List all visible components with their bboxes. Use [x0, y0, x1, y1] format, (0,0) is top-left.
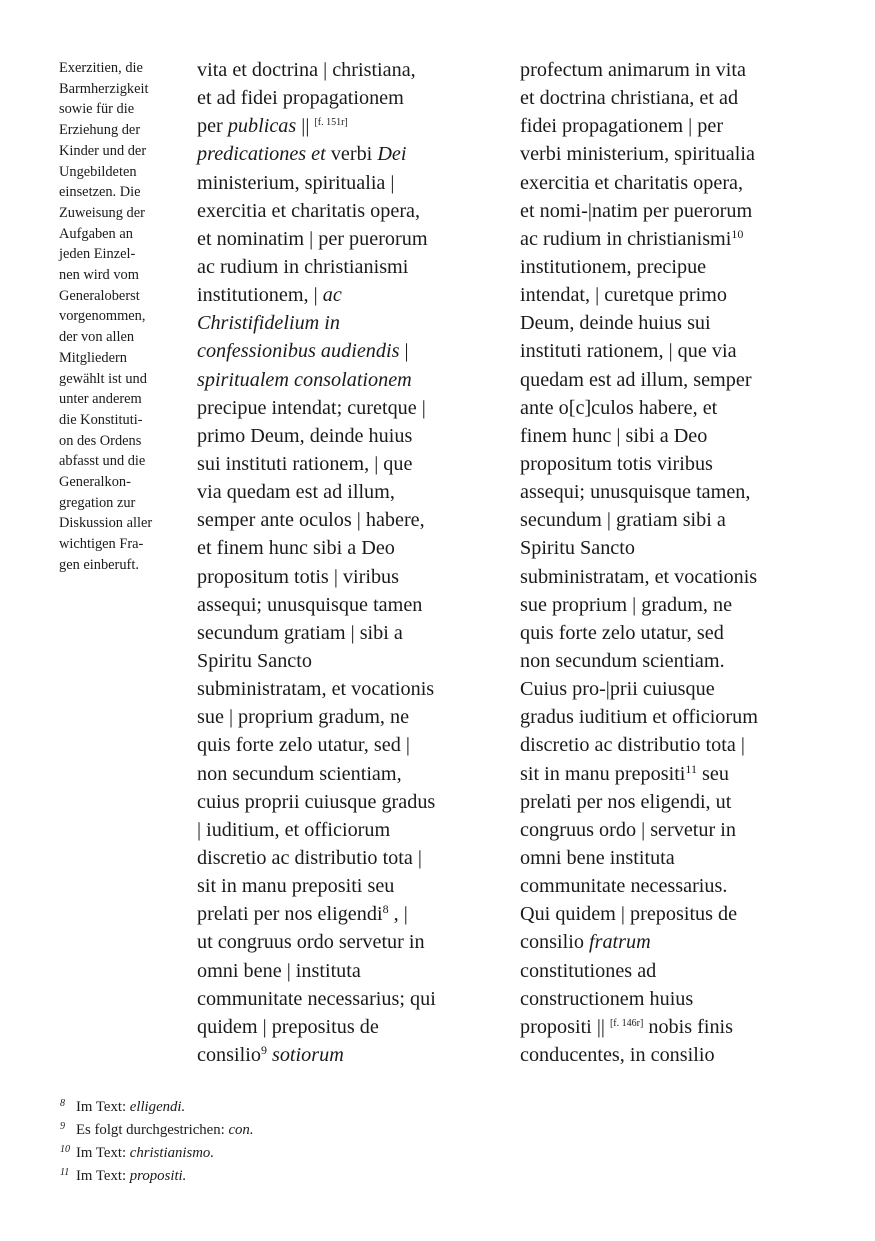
text-segment: Qui quidem | prepositus de — [520, 903, 738, 926]
text-segment: per — [197, 115, 228, 138]
text-segment: sit in manu prepositi — [520, 762, 686, 785]
text-segment: non secundum scientiam, — [197, 762, 402, 785]
left-column-line — [197, 197, 497, 225]
left-column-line — [197, 760, 497, 788]
text-segment: ante o[c]culos habere, et — [520, 396, 718, 419]
text-segment: , | — [388, 903, 408, 926]
text-segment: fidei propagationem | per — [520, 115, 724, 138]
right-column-line — [520, 506, 820, 534]
text-segment: precipue intendat; curetque | — [197, 396, 426, 419]
left-column-line — [197, 957, 497, 985]
text-segment: sui instituti rationem, | que — [197, 452, 413, 475]
italic-text: sotiorum — [271, 1043, 344, 1066]
right-column-line — [520, 872, 820, 900]
right-column-line — [520, 112, 820, 140]
left-column-line — [197, 506, 497, 534]
text-segment: sit in manu prepositi seu — [197, 875, 395, 898]
text-segment: congruus ordo | servetur in — [520, 818, 736, 841]
left-column-line — [197, 281, 497, 309]
left-column-line — [197, 140, 497, 168]
sidebar-line: Zuweisung der — [59, 204, 145, 221]
left-column-line — [197, 478, 497, 506]
text-segment: et doctrina christiana, et ad — [520, 87, 739, 110]
text-segment: ministerium, spiritualia | — [197, 171, 395, 194]
right-column-line — [520, 647, 820, 675]
right-column-line — [520, 731, 820, 759]
text-segment: quis forte zelo utatur, sed | — [197, 734, 410, 757]
left-column-line — [197, 366, 497, 394]
italic-text: confessionibus audiendis — [197, 340, 400, 363]
text-segment: non secundum scientiam. — [520, 649, 725, 672]
text-segment: quidem | prepositus de — [197, 1015, 379, 1038]
text-segment: verbi ministerium, spiritualia — [520, 143, 755, 166]
sidebar-line: der von allen — [59, 329, 135, 346]
left-column-line — [197, 591, 497, 619]
text-segment: prelati per nos eligendi, ut — [520, 790, 732, 813]
left-column-line — [197, 56, 497, 84]
italic-text: ac — [322, 284, 342, 307]
text-segment: prelati per nos eligendi — [197, 903, 383, 926]
left-column-line — [197, 703, 497, 731]
footnote-item: 9 Es folgt durchgestrichen: con. — [60, 1121, 254, 1138]
text-segment: consilio — [197, 1043, 261, 1066]
footnote-marker: 8 — [382, 902, 389, 917]
text-segment: institutionem, | — [197, 284, 323, 307]
footnote-item: 11 Im Text: propositi. — [60, 1167, 187, 1184]
left-column-line — [197, 534, 497, 562]
footnote-marker: 10 — [731, 226, 744, 241]
left-column-line — [197, 112, 497, 140]
sidebar-line: nen wird vom — [59, 267, 139, 284]
text-segment: propositum totis viribus — [520, 452, 713, 475]
text-segment: quis forte zelo utatur, sed — [520, 621, 724, 644]
footnote-text: Im Text: — [76, 1168, 130, 1184]
sidebar-line: vorgenommen, — [59, 308, 146, 325]
text-segment: et finem hunc sibi a Deo — [197, 537, 395, 560]
right-column-line — [520, 675, 820, 703]
right-column-line — [520, 1013, 820, 1041]
left-column-line — [197, 816, 497, 844]
sidebar-line: jeden Einzel- — [59, 246, 136, 263]
left-column-line — [197, 647, 497, 675]
right-column-line — [520, 591, 820, 619]
footnote-item: 10 Im Text: christianismo. — [60, 1144, 215, 1161]
folio-marker: [f. 151r] — [314, 117, 348, 129]
sidebar-line: Erziehung der — [59, 122, 141, 139]
italic-text: Christifidelium in — [197, 312, 341, 335]
italic-text: predicationes et — [197, 143, 326, 166]
footnote-item: 8 Im Text: elligendi. — [60, 1098, 186, 1115]
right-column-line — [520, 788, 820, 816]
left-column-line — [197, 1013, 497, 1041]
text-segment: discretio ac distributio tota | — [520, 734, 745, 757]
sidebar-line: die Konstituti- — [59, 411, 143, 428]
right-column-line — [520, 56, 820, 84]
text-segment: seu — [696, 762, 729, 785]
footnote-italic-text: con. — [228, 1122, 254, 1138]
text-segment: assequi; unusquisque tamen — [197, 593, 423, 616]
text-segment: Spiritu Sancto — [197, 649, 312, 672]
sidebar-line: einsetzen. Die — [59, 184, 141, 201]
text-segment: conducentes, in consilio — [520, 1043, 715, 1066]
sidebar-line: sowie für die — [59, 101, 135, 118]
footnote-italic-text: elligendi. — [129, 1099, 186, 1115]
left-column-line — [197, 169, 497, 197]
text-segment: exercitia et charitatis opera, — [197, 199, 421, 222]
text-segment: via quedam est ad illum, — [197, 481, 395, 504]
left-column-line — [197, 450, 497, 478]
left-column-line — [197, 731, 497, 759]
text-segment: Cuius pro-|prii cuiusque — [520, 678, 715, 701]
italic-text: spiritualem consolationem — [197, 368, 412, 391]
right-column-line — [520, 450, 820, 478]
text-segment: assequi; unusquisque tamen, — [520, 481, 751, 504]
text-segment: et ad fidei propagationem — [197, 87, 404, 110]
text-segment: || — [296, 115, 315, 138]
text-segment: gradus iuditium et officiorum — [520, 706, 758, 729]
left-column-line — [197, 985, 497, 1013]
left-column-line — [197, 309, 497, 337]
left-column-line — [197, 225, 497, 253]
text-segment: secundum gratiam | sibi a — [197, 621, 403, 644]
text-segment: primo Deum, deinde huius — [197, 424, 413, 447]
italic-text: publicas — [227, 115, 297, 138]
text-segment: Spiritu Sancto — [520, 537, 635, 560]
sidebar-line: Diskussion aller — [59, 515, 153, 532]
text-segment: discretio ac distributio tota | — [197, 846, 422, 869]
sidebar-line: on des Ordens — [59, 432, 142, 449]
folio-marker: [f. 146r] — [609, 1017, 644, 1029]
text-segment: ut congruus ordo servetur in — [197, 931, 425, 954]
text-segment: institutionem, precipue — [520, 255, 707, 278]
right-column-line — [520, 985, 820, 1013]
text-segment: Deum, deinde huius sui — [520, 312, 711, 335]
footnote-text: Im Text: — [76, 1099, 130, 1115]
text-segment: intendat, | curetque primo — [520, 284, 727, 307]
right-column-line — [520, 281, 820, 309]
sidebar-line: Kinder und der — [59, 142, 147, 159]
latin-text-column-right — [520, 56, 820, 1069]
sidebar-line: Exerzitien, die — [59, 60, 143, 76]
sidebar-line: gregation zur — [59, 494, 136, 511]
text-segment: finem hunc | sibi a Deo — [520, 424, 708, 447]
text-segment: quedam est ad illum, semper — [520, 368, 752, 391]
right-column-line — [520, 703, 820, 731]
text-segment: omni bene | instituta — [197, 959, 361, 982]
left-column-line — [197, 844, 497, 872]
left-column-line — [197, 1041, 497, 1069]
right-column-line — [520, 84, 820, 112]
left-column-line — [197, 788, 497, 816]
sidebar-line: Ungebildeten — [59, 163, 137, 180]
right-column-line — [520, 619, 820, 647]
text-segment: sue | proprium gradum, ne — [197, 706, 410, 729]
italic-text: Dei — [377, 143, 407, 166]
sidebar-line: abfasst und die — [59, 453, 146, 470]
text-segment: sue proprium | gradum, ne — [520, 593, 733, 616]
right-column-line — [520, 534, 820, 562]
left-column-line — [197, 563, 497, 591]
right-column-line — [520, 253, 820, 281]
sidebar-summary — [59, 58, 175, 576]
text-segment: cuius proprii cuiusque gradus — [197, 790, 436, 813]
footnote-text: Im Text: — [76, 1145, 130, 1161]
footnote-italic-text: propositi. — [129, 1168, 187, 1184]
right-column-line — [520, 225, 820, 253]
right-column-line — [520, 957, 820, 985]
text-segment: | — [399, 340, 409, 363]
text-segment: consilio — [520, 931, 589, 954]
left-column-line — [197, 337, 497, 365]
text-segment: instituti rationem, | que via — [520, 340, 737, 363]
right-column-line — [520, 337, 820, 365]
footnote-marker: 9 — [260, 1042, 267, 1057]
right-column-line — [520, 1041, 820, 1069]
text-segment: propositi || — [520, 1015, 610, 1038]
right-column-line — [520, 928, 820, 956]
sidebar-line: Barmherzigkeit — [59, 80, 149, 97]
text-segment: secundum | gratiam sibi a — [520, 509, 726, 532]
left-column-line — [197, 872, 497, 900]
right-column-line — [520, 478, 820, 506]
text-segment: constructionem huius — [520, 987, 694, 1010]
left-column-line — [197, 619, 497, 647]
footnote-text: Es folgt durchgestrichen: — [76, 1122, 229, 1138]
sidebar-line: unter anderem — [59, 391, 142, 408]
text-segment: omni bene instituta — [520, 846, 675, 869]
text-segment: communitate necessarius. — [520, 875, 728, 898]
sidebar-line: wichtigen Fra- — [59, 536, 144, 553]
right-column-line — [520, 844, 820, 872]
right-column-line — [520, 422, 820, 450]
text-segment: exercitia et charitatis opera, — [520, 171, 744, 194]
right-column-line — [520, 366, 820, 394]
text-segment: vita et doctrina | christiana, — [197, 59, 416, 81]
right-column-line — [520, 900, 820, 928]
text-segment: communitate necessarius; qui — [197, 987, 436, 1010]
right-column-line — [520, 394, 820, 422]
text-segment: semper ante oculos | habere, — [197, 509, 425, 532]
sidebar-line: gewählt ist und — [59, 370, 147, 387]
sidebar-line: Aufgaben an — [59, 225, 133, 242]
latin-text-column-left — [197, 56, 497, 1069]
footnote-italic-text: christianismo. — [129, 1145, 215, 1161]
sidebar-line: Generalkon- — [59, 474, 131, 491]
footnote-marker: 11 — [685, 761, 697, 776]
text-segment: et nomi-|natim per puerorum — [520, 199, 753, 222]
right-column-line — [520, 309, 820, 337]
right-column-line — [520, 197, 820, 225]
sidebar-line: gen einberuft. — [59, 556, 139, 573]
italic-text: fratrum — [588, 931, 651, 954]
sidebar-line: Mitgliedern — [59, 349, 127, 366]
right-column-line — [520, 563, 820, 591]
footnotes — [60, 1096, 760, 1188]
text-segment: et nominatim | per puerorum — [197, 227, 428, 250]
left-column-line — [197, 253, 497, 281]
left-column-line — [197, 928, 497, 956]
text-segment: subministratam, et vocationis — [520, 565, 758, 588]
text-segment: propositum totis | viribus — [197, 565, 400, 588]
right-column-line — [520, 760, 820, 788]
text-segment: constitutiones ad — [520, 959, 657, 982]
text-segment: ac rudium in christianismi — [197, 255, 409, 278]
right-column-line — [520, 140, 820, 168]
text-segment: profectum animarum in vita — [520, 59, 746, 81]
text-segment: subministratam, et vocationis — [197, 678, 435, 701]
text-segment: nobis finis — [643, 1015, 734, 1038]
right-column-line — [520, 816, 820, 844]
sidebar-line: Generaloberst — [59, 287, 140, 304]
left-column-line — [197, 900, 497, 928]
left-column-line — [197, 84, 497, 112]
text-segment: ac rudium in christianismi — [520, 227, 732, 250]
text-segment: | iuditium, et officiorum — [197, 818, 391, 841]
right-column-line — [520, 169, 820, 197]
left-column-line — [197, 675, 497, 703]
left-column-line — [197, 394, 497, 422]
left-column-line — [197, 422, 497, 450]
text-segment: verbi — [325, 143, 378, 166]
